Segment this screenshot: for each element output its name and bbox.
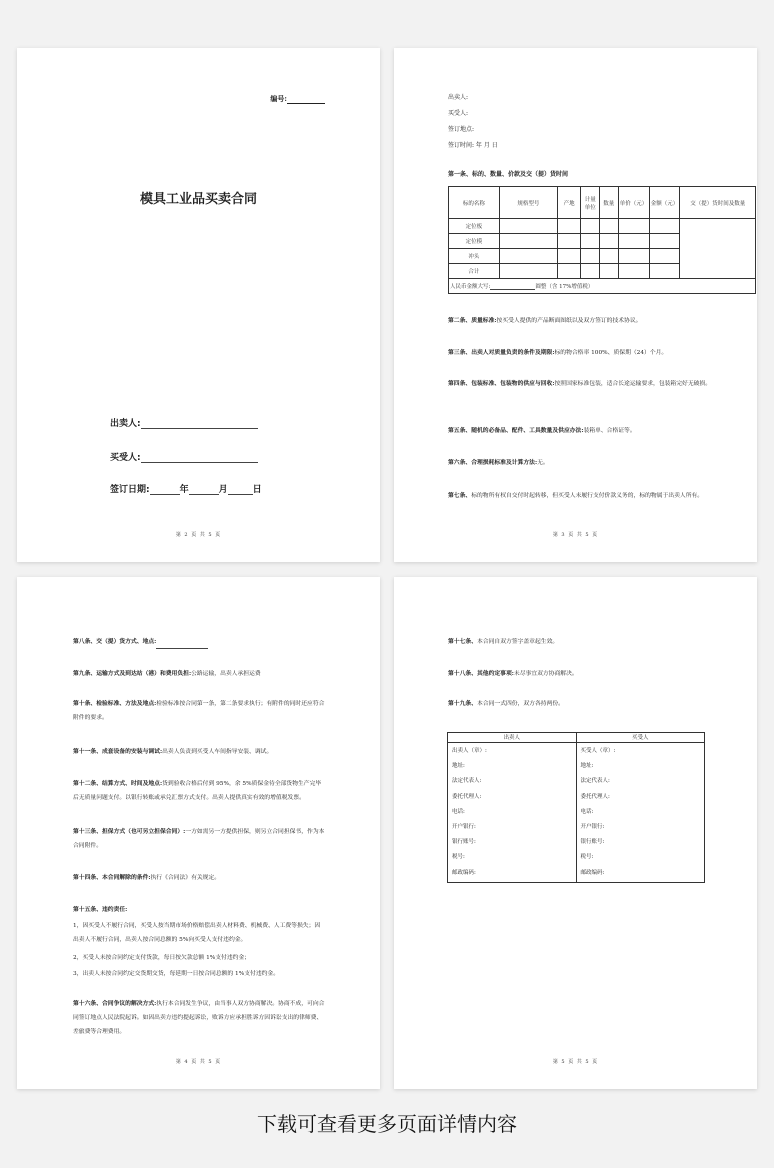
sign-time-line: 签订时间: 年 月 日 [448, 142, 498, 149]
buyer-label: 买受人: [110, 453, 141, 463]
serial-blank-line [287, 96, 325, 104]
col-header: 单价（元） [618, 187, 649, 219]
seller-field: 开户银行: [452, 823, 476, 830]
buyer-field: 委托代理人: [580, 793, 610, 800]
row-name: 合计 [449, 264, 500, 279]
seller-sign-row [110, 416, 258, 429]
clause-12: 第十二条、结算方式、时间及地点:货到验收合格后付到 95%，余 5%质保金待全部货物生产完毕后无质量问题支付。以银行转账或承兑汇票方式支付。出卖人提供真实有效的增值税发票。 [73, 781, 322, 801]
col-header: 计量单位 [581, 187, 600, 219]
day-blank [228, 485, 253, 495]
buyer-field: 开户银行: [580, 823, 605, 830]
contract-page-signatures [394, 577, 757, 1089]
seller-field: 电话: [452, 808, 465, 815]
page-footer: 第 5 页 共 5 页 [552, 1059, 599, 1065]
seller-field: 委托代理人: [452, 793, 482, 800]
contract-title: 模具工业品买卖合同 [139, 192, 257, 207]
seller-fields [448, 743, 577, 883]
seller-field: 邮政编码: [452, 869, 476, 876]
clause-14: 第十四条、本合同解除的条件:执行《合同法》有关规定。 [73, 875, 221, 881]
buyer-field: 地址: [580, 763, 594, 770]
clause-5: 第五条、随机的必备品、配件、工具数量及供应办法:装箱单、合格证等。 [448, 428, 636, 434]
col-header: 标的名称 [449, 187, 500, 219]
clause-16: 第十六条、合同争议的解决方式:执行本合同发生争议，由当事人双方协商解决。协商不成，可向合同签订地点人民法院起诉。如因出卖方违约提起诉讼，败诉方应承担胜诉方因诉讼支出的律师费、差旅费等合理费用。 [73, 1001, 325, 1035]
clause-10: 第十条、检验标准、方法及地点:检验标准按合同第一条，第二条要求执行；有附件的同时还应符合附件的要求。 [73, 701, 325, 721]
clause-15-item-1: 1，因买受人不履行合同，买受人按当期市场价格赔偿出卖人材料费、机械费、人工费等损失；因出卖人不履行合同，出卖人按合同总额的 5%向买受人支付违约金。 [73, 923, 321, 943]
serial-number-field [270, 94, 325, 104]
seller-column-header: 出卖人 [448, 733, 577, 743]
goods-table-header [449, 187, 756, 219]
seller-field: 地址: [452, 763, 465, 770]
col-header: 金额（元） [649, 187, 680, 219]
amount-blank [490, 283, 535, 290]
clause-4: 第四条、包装标准、包装物的供应与回收:按照国家标准包装，适合长途运输要求，包装箱完好无破损。 [448, 381, 712, 387]
sign-date-label: 签订日期: [110, 485, 150, 495]
buyer-line: 买受人: [448, 110, 469, 117]
clause-15-item-2: 2，买受人未按合同约定支付货款，每日按欠款总额 1%支付违约金； [73, 955, 251, 961]
clause-19: 第十九条、本合同一式四份，双方各持两份。 [448, 701, 564, 707]
seller-field: 出卖人（章）: [452, 748, 487, 754]
buyer-field: 买受人（章）: [580, 748, 616, 754]
goods-table [448, 186, 756, 294]
delivery-place-blank [156, 642, 208, 649]
delivery-cell [680, 219, 756, 279]
buyer-field: 电话: [580, 808, 594, 815]
buyer-field: 法定代表人: [580, 778, 610, 785]
serial-label: 编号: [270, 94, 287, 103]
seller-field: 税号: [452, 854, 465, 861]
page-footer: 第 3 页 共 5 页 [552, 532, 599, 538]
buyer-field: 税号: [580, 854, 594, 861]
clause-17: 第十七条、本合同自双方签字盖章起生效。 [448, 639, 559, 645]
amount-row [449, 279, 756, 294]
clause-8: 第八条、交（提）货方式、地点: [73, 635, 325, 649]
col-header: 产地 [557, 187, 581, 219]
amount-label: 人民币金额大写: [450, 284, 491, 290]
clause-6: 第六条、合理损耗标准及计算方法:无。 [448, 460, 549, 466]
clause-15-item-3: 3，出卖人未按合同约定交货期交货，每延期一日按合同总额的 1%支付违约金。 [73, 971, 280, 977]
col-header: 数量 [600, 187, 619, 219]
year-blank [150, 485, 180, 495]
contract-page-cover [17, 48, 380, 562]
clause-9: 第九条、运输方式及到达站（港）和费用负担:公路运输，出卖人承担运费 [73, 671, 261, 677]
buyer-field: 银行账号: [580, 839, 605, 846]
row-name: 定位板 [449, 219, 500, 234]
seller-blank-line [141, 419, 258, 429]
clause-15-title: 第十五条、违约责任: [73, 907, 128, 913]
contract-page-terms-2 [17, 577, 380, 1089]
contract-page-terms-1 [394, 48, 757, 562]
seller-label: 出卖人: [110, 419, 141, 429]
buyer-blank-line [141, 453, 258, 463]
month-blank [189, 485, 219, 495]
download-caption: 下载可查看更多页面详情内容 [257, 1112, 517, 1136]
table-row [449, 219, 756, 234]
row-name: 冲头 [449, 249, 500, 264]
buyer-sign-row [110, 450, 258, 463]
buyer-field: 邮政编码: [580, 869, 605, 876]
buyer-column-header: 买受人 [576, 733, 705, 743]
clause-7: 第七条、标的物所有权自交付时起转移，但买受人未履行支付价款义务的，标的物属于出卖人所有。 [448, 493, 704, 499]
clause-3: 第三条、出卖人对质量负责的条件及期限:标的物合格率 100%、质保期（24）个月。 [448, 350, 668, 356]
clause-2: 第二条、质量标准:按买受人提供的产品断面图纸以及双方签订的技术协议。 [448, 318, 642, 324]
day-label: 日 [252, 485, 262, 495]
page-footer: 第 2 页 共 5 页 [175, 532, 222, 538]
amount-suffix: 圆整（含 17%增值税） [535, 284, 594, 290]
buyer-fields [576, 743, 705, 883]
section1-title: 第一条、标的、数量、价款及交（提）货时间 [448, 171, 569, 178]
sign-place-line: 签订地点: [448, 126, 475, 133]
sign-date-row [110, 482, 262, 495]
month-label: 月 [218, 485, 228, 495]
year-label: 年 [179, 485, 189, 495]
clause-11: 第十一条、成套设备的安装与调试:出卖人负责到买受人车间指导安装、调试。 [73, 749, 273, 755]
seller-field: 银行账号: [452, 839, 476, 846]
clause-18: 第十八条、其他约定事项:未尽事宜双方协商解决。 [448, 671, 578, 677]
signature-table [447, 732, 705, 883]
clause-13: 第十三条、担保方式（也可另立担保合同）:一方如需另一方提供担保，则另立合同担保书，作为本合同附件。 [73, 829, 325, 849]
row-name: 定位模 [449, 234, 500, 249]
page-footer: 第 4 页 共 5 页 [175, 1059, 222, 1065]
col-header: 交（提）货时间及数量 [680, 187, 756, 219]
col-header: 规格型号 [499, 187, 557, 219]
seller-line: 出卖人: [448, 94, 469, 101]
seller-field: 法定代表人: [452, 778, 482, 785]
